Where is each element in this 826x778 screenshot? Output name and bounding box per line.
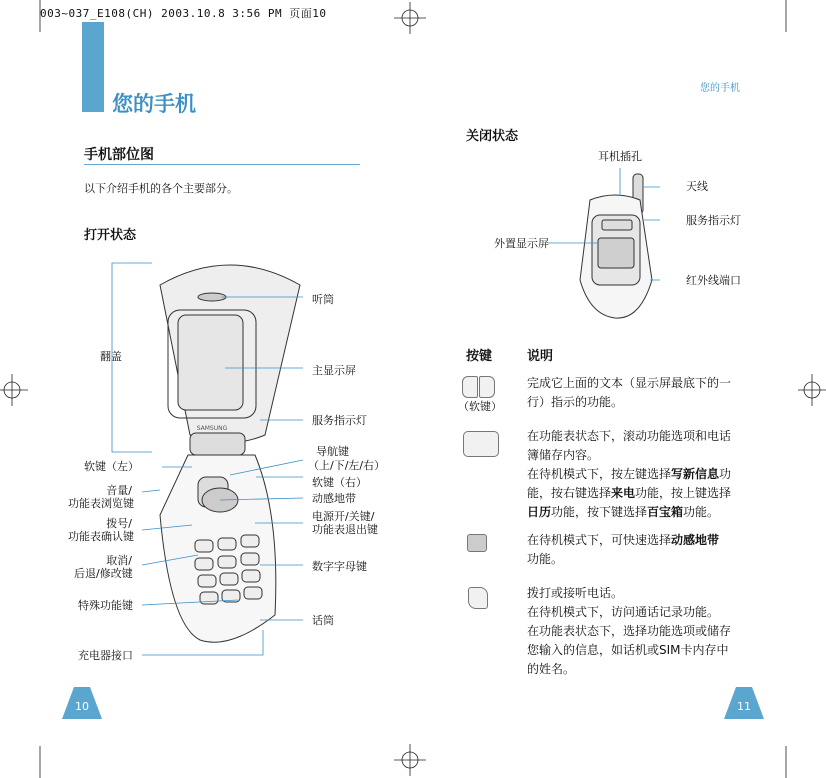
intro-text: 以下介绍手机的各个主要部分。 <box>84 182 238 195</box>
label-nav-key-dirs: （上/下/左/右） <box>308 459 386 472</box>
label-service-light: 服务指示灯 <box>312 414 367 427</box>
label-external-display: 外置显示屏 <box>494 237 549 250</box>
label-antenna: 天线 <box>686 180 708 193</box>
label-ir-port: 红外线端口 <box>686 274 741 287</box>
m-key-icon <box>467 534 487 552</box>
label-headset-jack: 耳机插孔 <box>598 150 642 163</box>
section-title: 手机部位图 <box>84 147 154 163</box>
desc-send-key: 拨打或接听电话。 在待机模式下，访问通话记录功能。 在功能表状态下，选择功能选项或储存 您输入的信息，如话机或SIM卡内存中 的姓名。 <box>527 586 732 676</box>
label-main-display: 主显示屏 <box>312 364 356 377</box>
page-number-left: 10 <box>62 687 102 719</box>
page-number-right: 11 <box>724 687 764 719</box>
label-special-key: 特殊功能键 <box>78 599 133 612</box>
table-head-key: 按键 <box>466 349 493 364</box>
table-head-desc: 说明 <box>527 349 554 364</box>
label-charger: 充电器接口 <box>78 649 133 662</box>
label-power: 电源开/关键/ <box>312 510 375 523</box>
label-earpiece: 听筒 <box>312 293 334 306</box>
label-cancel: 取消/ <box>106 554 132 567</box>
label-volume-2: 功能表浏览键 <box>68 497 134 510</box>
print-header: 003~037_E108(CH) 2003.10.8 3:56 PM 页面10 <box>40 7 327 20</box>
chapter-accent-bar <box>82 22 104 112</box>
label-motion-band: 动感地带 <box>312 492 356 505</box>
label-power-2: 功能表退出键 <box>312 523 378 536</box>
label-service-light-closed: 服务指示灯 <box>686 214 741 227</box>
label-soft-right: 软键（右） <box>312 476 367 489</box>
closed-state-heading: 关闭状态 <box>466 129 519 144</box>
open-state-heading: 打开状态 <box>84 228 137 243</box>
running-head: 您的手机 <box>700 83 740 94</box>
label-cancel-2: 后退/修改键 <box>74 567 133 580</box>
closed-phone-diagram <box>540 160 660 330</box>
nav-key-icon <box>463 431 499 457</box>
chapter-title: 您的手机 <box>112 92 196 116</box>
soft-key-caption: （软键） <box>458 400 502 413</box>
desc-soft-keys: 完成它上面的文本（显示屏最底下的一 行）指示的功能。 <box>527 376 732 409</box>
label-soft-left: 软键（左） <box>84 460 139 473</box>
desc-nav-key: 在功能表状态下，滚动功能选项和电话 簿储存内容。 在待机模式下，按左键选择写新信息功 能，按右键选择来电功能，按上键选择 日历功能，按下键选择百宝箱功能。 <box>527 429 732 519</box>
label-alnum-keys: 数字字母键 <box>312 560 367 573</box>
label-dial-2: 功能表确认键 <box>68 530 134 543</box>
label-flip: 翻盖 <box>100 350 122 363</box>
section-rule <box>84 164 360 165</box>
label-dial: 拨号/ <box>106 517 132 530</box>
send-key-icon <box>468 587 488 609</box>
label-nav-key: 导航键 <box>316 445 349 458</box>
soft-keys-icon <box>462 376 496 396</box>
label-volume: 音量/ <box>106 484 132 497</box>
phone-logo: SAMSUNG <box>196 425 228 432</box>
desc-m-key: 在待机模式下，可快速选择动感地带 功能。 <box>527 533 720 566</box>
label-mic: 话筒 <box>312 614 334 627</box>
